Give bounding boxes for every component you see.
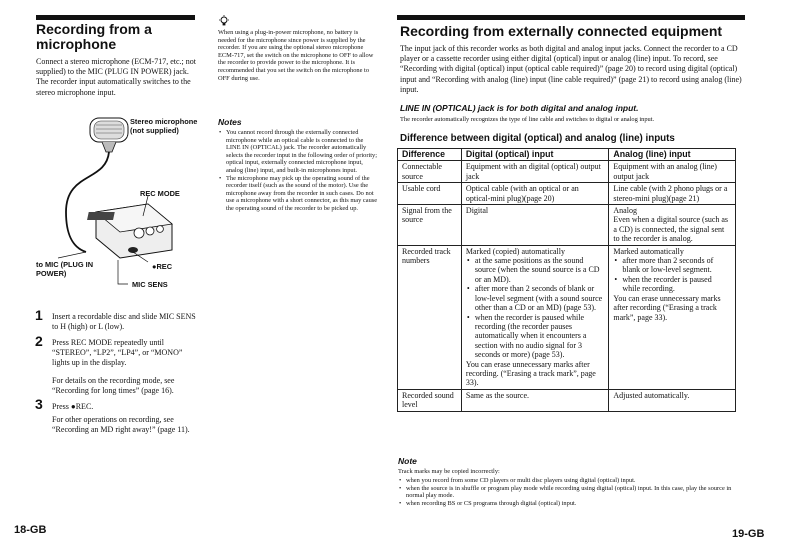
- table-row: [398, 183, 736, 205]
- step-2-detail: For details on the recording mode, see “Recording for long times” (page 16).: [52, 376, 175, 396]
- row-label: Signal from the source: [398, 205, 462, 246]
- row-label: Recorded track numbers: [398, 245, 462, 389]
- column-header: Difference: [398, 149, 462, 161]
- note-list: [398, 477, 751, 507]
- step-2-text: Press REC MODE repeatedly until “STEREO”, “LP2”, “LP4”, or “MONO” lights up in the display.: [52, 338, 183, 368]
- stereo-microphone-icon: [90, 118, 128, 152]
- table-row: [398, 389, 736, 411]
- right-sub-text: The recorder automatically recognizes the type of line cable and switches to digital or analog input.: [400, 116, 655, 123]
- right-title-rule: [397, 15, 745, 20]
- right-intro-text: The input jack of this recorder works as both digital and analog input jacks. Connect the recorder to a CD player or a cassette recorder using either digital (optical) input or analog (line) input. To record, see “Recording with digital (optical) input (optical cable required)” (page 20) to record using digital (optical) input and “Recording with analog (line) input (line cable required)” (page 21) to record using analog (line) input.: [400, 44, 742, 94]
- mic-sens-leader: [118, 260, 128, 284]
- lightbulb-icon: [218, 15, 230, 27]
- analog-cell: Line cable (with 2 phono plugs or a stereo-mini plug)(page 21): [609, 183, 736, 205]
- digital-cell: [461, 245, 608, 389]
- tip-text: When using a plug-in-power microphone, no battery is needed for the microphone since power is supplied by the recorder. If you are using the optional stereo microphone ECM-717, set the switch on the microphone to OFF to allow the recorder to provide power to the microphone. It is recommended that you set the switch on the microphone to OFF during use.: [218, 29, 374, 82]
- note-item: • when you record from some CD players or multi disc players using digital (optical) input.: [406, 477, 751, 485]
- column-header: Analog (line) input: [609, 149, 736, 161]
- difference-table: [397, 148, 736, 412]
- digital-cell: Same as the source.: [461, 389, 608, 411]
- table-row: [398, 245, 736, 389]
- analog-track-tail: You can erase unnecessary marks after recording (“Erasing a track mark”, page 33).: [613, 293, 721, 322]
- step-3-detail: For other operations on recording, see “Recording an MD right away!” (page 11).: [52, 415, 190, 435]
- analog-track-list: [613, 256, 731, 294]
- table-heading: Difference between digital (optical) and analog (line) inputs: [400, 133, 675, 144]
- notes-list: [218, 129, 378, 213]
- note-item: • when recording BS or CS programs through digital (optical) input.: [406, 500, 751, 508]
- analog-cell: [609, 245, 736, 389]
- note-intro: Track marks may be copied incorrectly:: [398, 468, 500, 475]
- left-page-title: Recording from a microphone: [36, 21, 152, 52]
- right-subheading: LINE IN (OPTICAL) jack is for both digital and analog input.: [400, 103, 639, 113]
- left-title-rule: [36, 15, 195, 20]
- table-row: [398, 161, 736, 183]
- digital-cell: Optical cable (with an optical or an optical-mini plug)(page 20): [461, 183, 608, 205]
- figure-label-rec-button: ●REC: [152, 262, 173, 271]
- figure-label-rec-mode: REC MODE: [140, 189, 180, 198]
- step-3-number: 3: [35, 396, 43, 412]
- notes-heading: Notes: [218, 117, 242, 127]
- note-heading: Note: [398, 456, 417, 466]
- left-page-number: 18-GB: [14, 524, 47, 536]
- note-item: • The microphone may pick up the operating sound of the recorder itself (such as the sound of the motor). Use the microphone away from the recorder in such cases. Do not use a microphone with a short connector, as this may cause the operating sound of the recorder to be picked up.: [226, 175, 378, 213]
- list-item: • when the recorder is paused while recording (the recorder pauses automatically when it encounters a section with no audio signal for 3 seconds or more) (page 53).: [475, 313, 604, 360]
- digital-track-list: [466, 256, 604, 359]
- table-header-row: [398, 149, 736, 161]
- digital-track-head: Marked (copied) automatically: [465, 246, 565, 256]
- analog-track-head: Marked automatically: [613, 246, 684, 256]
- figure-label-mic-jack: to MIC (PLUG IN POWER): [36, 260, 94, 278]
- list-item: • when the recorder is paused while recording.: [622, 275, 731, 294]
- microphone-connection-figure: [36, 112, 206, 312]
- mic-jack-leader: [58, 252, 86, 258]
- step-1-number: 1: [35, 307, 43, 323]
- analog-signal: Analog: [613, 206, 637, 216]
- row-label: Connectable source: [398, 161, 462, 183]
- list-item: • at the same positions as the sound source (when the sound source is a CD or an MD).: [475, 256, 604, 284]
- digital-track-tail: You can erase unnecessary marks after recording. (“Erasing a track mark”, page 33).: [465, 359, 596, 388]
- note-item: • when the source is in shuffle or program play mode while recording using digital (optical) input. In this case, play the source in normal play mode.: [406, 485, 751, 500]
- column-header: Digital (optical) input: [461, 149, 608, 161]
- figure-label-mic-sens: MIC SENS: [132, 280, 168, 289]
- step-1-text: Insert a recordable disc and slide MIC SENS to H (high) or L (low).: [52, 312, 196, 332]
- left-intro-text: Connect a stereo microphone (ECM-717, etc.; not supplied) to the MIC (PLUG IN POWER) jack. The recorder input automatically switches to the stereo microphone input.: [36, 57, 196, 97]
- note-item: • You cannot record through the externally connected microphone while an optical cable is connected to the LINE IN (OPTICAL) jack. The recorder automatically selects the recorder input in the following order of priority; optical input, externally connected microphone input, analog (line) input, and built-in microphones input.: [226, 129, 378, 175]
- analog-cell: Equipment with an analog (line) output jack: [609, 161, 736, 183]
- digital-cell: Equipment with an digital (optical) output jack: [461, 161, 608, 183]
- list-item: • after more than 2 seconds of blank or low-level segment (with a sound source other than a CD or an MD) (page 53).: [475, 284, 604, 312]
- row-label: Recorded sound level: [398, 389, 462, 411]
- step-2-number: 2: [35, 333, 43, 349]
- row-label: Usable cord: [398, 183, 462, 205]
- figure-label-mic: Stereo microphone (not supplied): [130, 117, 198, 135]
- list-item: • after more than 2 seconds of blank or low-level segment.: [622, 256, 731, 275]
- table-row: [398, 205, 736, 246]
- analog-signal-note: Even when a digital source (such as a CD) is connected, the signal sent to the recorder is analog.: [613, 215, 729, 244]
- step-3-text: Press ●REC.: [52, 402, 94, 411]
- md-recorder-icon: [87, 204, 172, 258]
- analog-cell: Adjusted automatically.: [609, 389, 736, 411]
- analog-cell: [609, 205, 736, 246]
- right-page-title: Recording from externally connected equipment: [400, 23, 723, 39]
- digital-cell: Digital: [461, 205, 608, 246]
- right-page-number: 19-GB: [732, 528, 765, 540]
